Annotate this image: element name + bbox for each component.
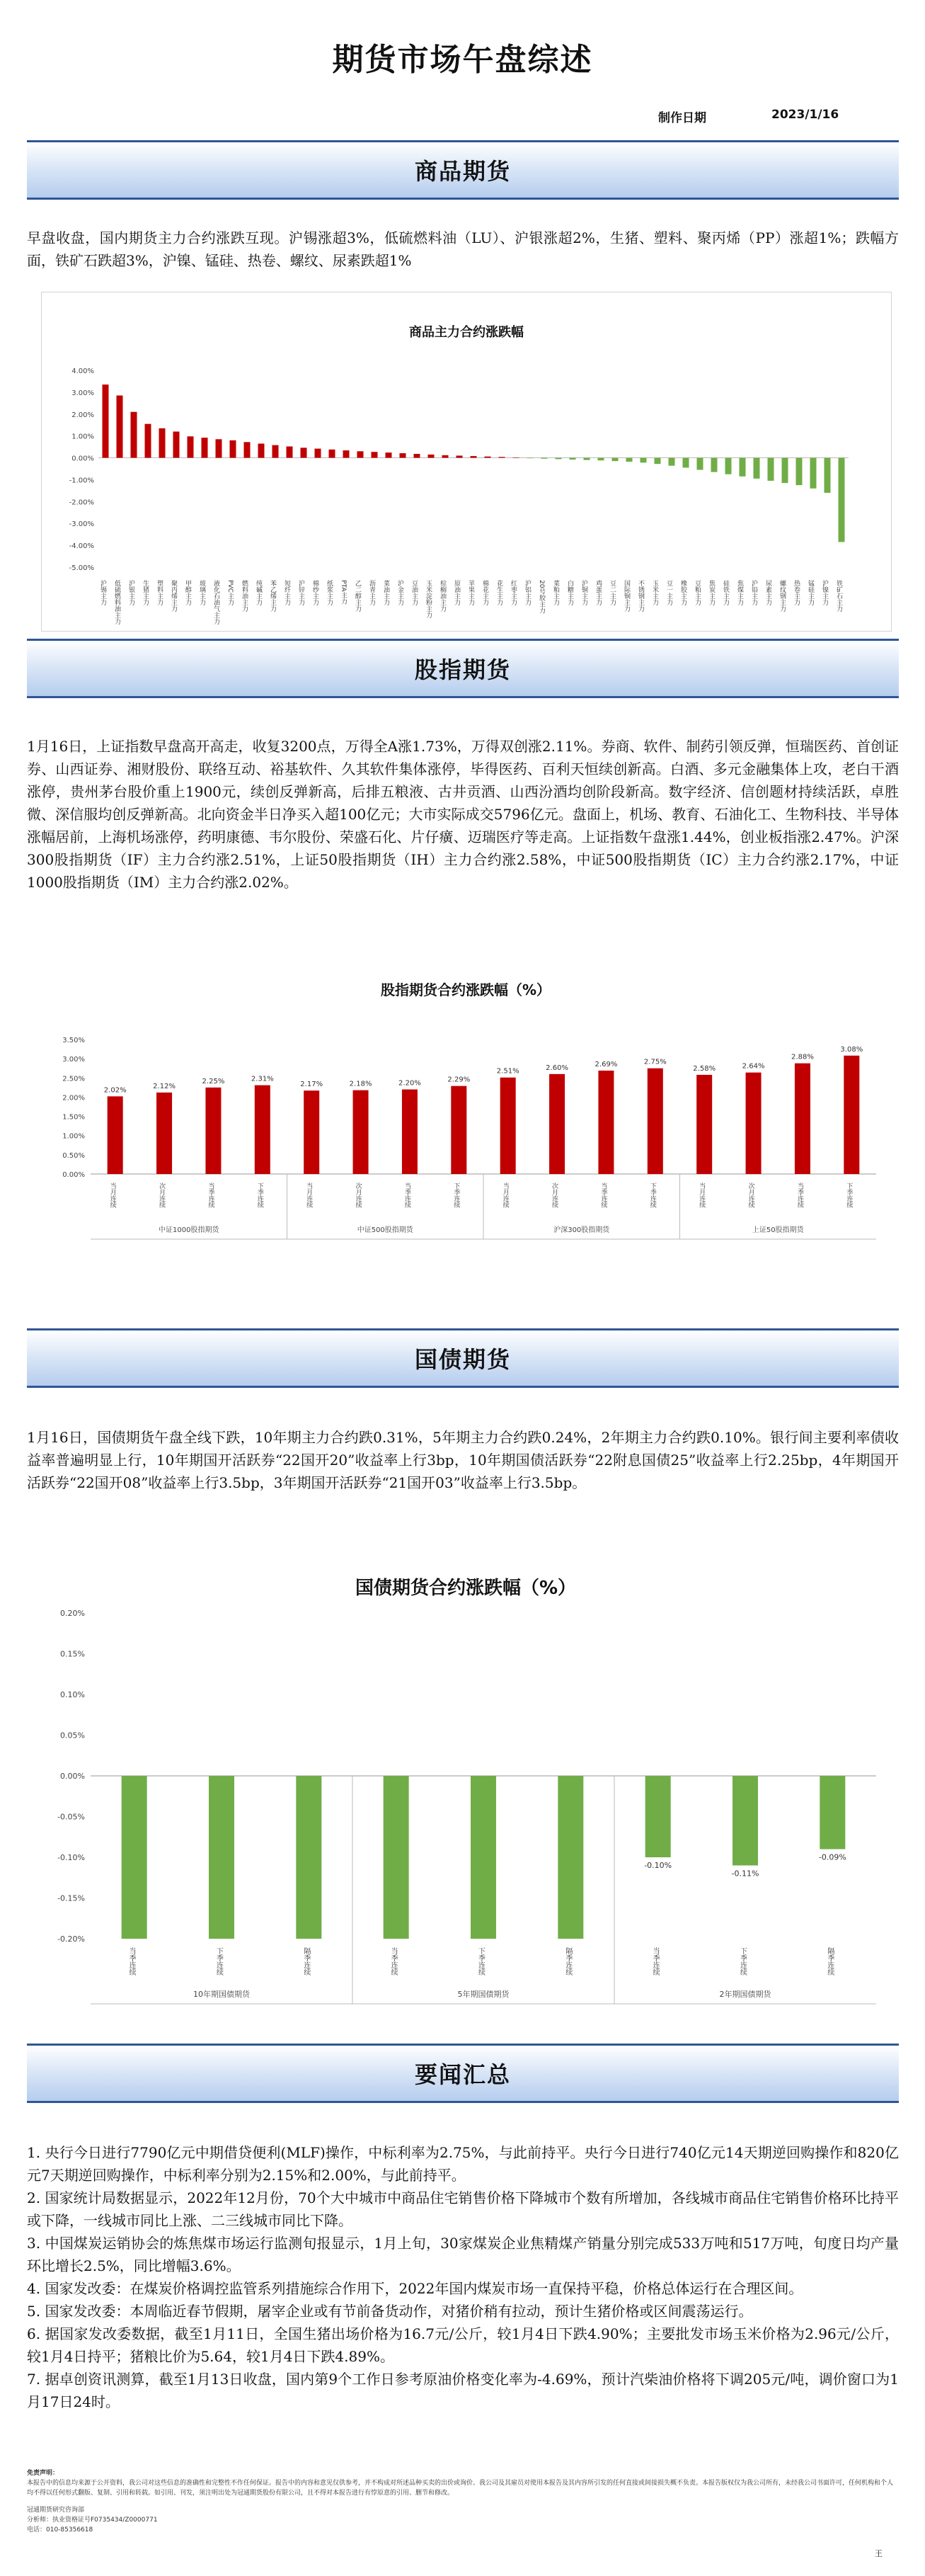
- y-tick-label: -0.10%: [57, 1853, 85, 1862]
- y-tick-label: 2.50%: [62, 1075, 85, 1083]
- data-label: 2.58%: [693, 1064, 716, 1073]
- bar: [782, 458, 788, 484]
- y-tick-label: 3.00%: [71, 389, 94, 397]
- x-tick-label: 次月连续: [551, 1182, 558, 1208]
- x-tick-label: 液化石油气主力: [212, 580, 219, 625]
- bar: [732, 1776, 758, 1866]
- x-tick-label: 螺纹钢主力: [779, 580, 786, 612]
- bar: [844, 1056, 859, 1174]
- x-tick-label: 次月连续: [158, 1182, 166, 1208]
- x-tick-label: 不锈钢主力: [637, 580, 644, 612]
- x-tick-label: 菜粕主力: [552, 580, 559, 605]
- bar: [287, 446, 293, 457]
- data-label: 3.08%: [840, 1045, 863, 1054]
- bar: [683, 458, 689, 468]
- data-label: 2.25%: [202, 1077, 225, 1085]
- y-tick-label: 0.20%: [60, 1609, 85, 1618]
- x-tick-label: 次月连续: [747, 1182, 754, 1208]
- x-tick-label: 隔季连续: [825, 1947, 834, 1976]
- bar: [343, 450, 350, 458]
- bar: [188, 436, 194, 457]
- bar: [386, 452, 392, 457]
- x-tick-label: 锰硅主力: [807, 580, 814, 605]
- group-label: 5年期国债期货: [457, 1990, 510, 1999]
- bond-summary: 1月16日，国债期货午盘全线下跌，10年期主力合约跌0.31%，5年期主力合约跌0.24%，2年期主力合约跌0.10%。银行间主要利率债收益率普遍明显上行，10年期国开活跃券“22国开20”收益率上行3bp，10年期国债活跃券“22附息国债25”收益率上行2.25bp，4年期国开活跃券“22国开08”收益率上行3.5bp，3年期国开活跃券“21国开03”收益率上行3.5bp。: [27, 1429, 899, 1491]
- x-tick-label: 菜油主力: [382, 580, 389, 605]
- bar: [598, 458, 604, 461]
- bar: [696, 1075, 712, 1174]
- data-label: 2.02%: [103, 1086, 127, 1095]
- x-tick-label: 原油主力: [453, 580, 460, 605]
- bar: [272, 445, 279, 458]
- bar: [669, 458, 675, 466]
- bond-chart: [41, 1565, 890, 2018]
- bar: [527, 458, 534, 459]
- section-header-bond: [27, 1328, 899, 1388]
- bar: [202, 438, 208, 457]
- bar: [500, 1078, 516, 1174]
- x-tick-label: 沪铜主力: [580, 580, 587, 605]
- x-tick-label: 沥青主力: [368, 580, 375, 605]
- x-tick-label: 豆一主力: [665, 580, 672, 605]
- bar: [746, 1073, 762, 1174]
- bar: [820, 1776, 845, 1850]
- bar: [541, 458, 548, 459]
- x-tick-label: PTA主力: [340, 580, 347, 605]
- bar: [428, 455, 435, 458]
- y-tick-label: -0.20%: [57, 1934, 85, 1944]
- x-tick-label: 纯碱主力: [255, 580, 262, 605]
- bar: [471, 1776, 496, 1939]
- contact-line: 电话：010-85356618: [27, 2526, 93, 2534]
- bar: [725, 458, 732, 474]
- data-label: 2.51%: [496, 1067, 519, 1076]
- commodity-bar-chart: [42, 292, 891, 631]
- bar: [255, 1085, 270, 1174]
- bar: [754, 458, 760, 479]
- bar: [209, 1776, 234, 1939]
- section-header-stock: [27, 639, 899, 698]
- bar: [442, 455, 449, 458]
- x-tick-label: 下季连续: [648, 1182, 656, 1208]
- bond-bar-chart: [41, 1565, 890, 2018]
- bar: [216, 439, 222, 457]
- y-tick-label: 1.50%: [62, 1113, 85, 1122]
- bar: [353, 1090, 369, 1174]
- bar: [570, 458, 576, 460]
- x-tick-label: 当季连续: [127, 1947, 136, 1976]
- x-tick-label: 当月连续: [698, 1182, 706, 1208]
- group-label: 沪深300股指期货: [553, 1226, 610, 1234]
- data-label: 2.31%: [251, 1075, 274, 1083]
- data-label: 2.18%: [349, 1080, 372, 1088]
- bar: [471, 456, 477, 457]
- x-tick-label: 鸡蛋主力: [594, 580, 602, 605]
- x-tick-label: 纸浆主力: [326, 580, 333, 605]
- bar: [230, 440, 236, 458]
- x-tick-label: 下季连续: [738, 1947, 747, 1976]
- bar: [145, 424, 151, 458]
- x-tick-label: 当月连续: [501, 1182, 509, 1208]
- x-tick-label: 苹果主力: [467, 580, 474, 605]
- bar: [810, 458, 817, 489]
- group-label: 中证1000股指期货: [159, 1226, 219, 1234]
- x-tick-label: 当月连续: [305, 1182, 313, 1208]
- bar: [485, 457, 491, 458]
- x-tick-label: 苯乙烯主力: [269, 580, 276, 612]
- report-title: 期货市场午盘综述: [332, 42, 593, 78]
- bar: [108, 1096, 123, 1174]
- bar: [626, 458, 633, 462]
- bar: [825, 458, 831, 493]
- bar: [740, 458, 746, 477]
- data-label: 2.29%: [447, 1076, 471, 1084]
- bar: [301, 448, 307, 457]
- bar: [304, 1090, 319, 1174]
- commodity-chart: [41, 292, 892, 632]
- y-tick-label: 0.00%: [71, 455, 94, 463]
- data-label: 2.60%: [546, 1064, 568, 1072]
- x-tick-label: 棉纱主力: [311, 580, 318, 605]
- x-tick-label: 下季连续: [452, 1182, 460, 1208]
- bar: [131, 412, 137, 458]
- bar: [402, 1090, 418, 1174]
- x-tick-label: 玻璃主力: [198, 580, 205, 605]
- chart-title: 国债期货合约涨跌幅（%）: [355, 1578, 577, 1599]
- x-tick-label: 花生主力: [495, 580, 502, 605]
- y-tick-label: 3.50%: [62, 1037, 85, 1044]
- news-item: 2. 国家统计局数据显示，2022年12月份，70个大中城市中商品住宅销售价格下降城市个数有所增加，各线城市商品住宅销售价格环比持平或下降，一线城市同比上涨、二三线城市同比下降。: [27, 2189, 899, 2229]
- y-tick-label: 0.50%: [62, 1151, 85, 1160]
- x-tick-label: 隔季连续: [301, 1947, 310, 1976]
- group-label: 10年期国债期货: [193, 1990, 250, 1999]
- bar: [414, 454, 420, 458]
- bar: [768, 458, 774, 481]
- x-tick-label: 红枣主力: [510, 580, 517, 605]
- y-tick-label: -0.05%: [57, 1812, 85, 1822]
- disclaimer-title: 免责声明：: [27, 2470, 59, 2477]
- bar: [296, 1776, 321, 1939]
- y-tick-label: -2.00%: [69, 498, 94, 507]
- bar: [796, 458, 803, 486]
- bar: [640, 458, 647, 463]
- x-tick-label: 生猪主力: [142, 580, 149, 605]
- x-tick-label: 沪金主力: [396, 580, 403, 605]
- x-tick-label: 尿素主力: [764, 580, 771, 605]
- section-title: 国债期货: [414, 1346, 511, 1373]
- bar: [173, 431, 180, 457]
- data-label: 2.75%: [643, 1058, 667, 1066]
- news-item: 1. 央行今日进行7790亿元中期借贷便利(MLF)操作，中标利率为2.75%，与此前持平。央行今日进行740亿元14天期逆回购操作和820亿元7天期逆回购操作，中标利率分别为2.15%和2.00%，与此前持平。: [27, 2144, 899, 2184]
- commodity-summary: 早盘收盘，国内期货主力合约涨跌互现。沪锡涨超3%，低硫燃料油（LU）、沪银涨超2%，生猪、塑料、聚丙烯（PP）涨超1%；跌幅方面，铁矿石跌超3%，沪镍、锰硅、热卷、螺纹、尿素跌超1%: [27, 229, 899, 269]
- chart-title: 商品主力合约涨跌幅: [409, 325, 524, 340]
- section-title: 股指期货: [414, 656, 511, 683]
- data-label: 2.69%: [594, 1060, 618, 1068]
- bar: [655, 458, 661, 465]
- group-label: 2年期国债期货: [719, 1990, 771, 1999]
- bar: [513, 457, 519, 458]
- date-label: 制作日期: [658, 111, 706, 125]
- x-tick-label: 下季连续: [476, 1947, 485, 1976]
- news-list: [27, 2141, 899, 2413]
- news-item: 7. 据卓创资讯测算，截至1月13日收盘，国内第9个工作日参考原油价格变化率为-4.69%，预计汽柴油价格将下调205元/吨，调价窗口为1月17日24时。: [27, 2371, 899, 2410]
- y-tick-label: 1.00%: [71, 433, 94, 441]
- y-tick-label: 0.10%: [60, 1690, 85, 1699]
- bar: [598, 1071, 614, 1174]
- bar: [584, 458, 590, 460]
- bar: [205, 1088, 221, 1174]
- x-tick-label: 豆油主力: [410, 580, 418, 605]
- data-label: 2.20%: [398, 1079, 421, 1088]
- x-tick-label: 20号胶主力: [538, 580, 545, 614]
- x-tick-label: 焦炭主力: [708, 580, 715, 605]
- chart-title: 股指期货合约涨跌幅（%）: [380, 981, 551, 998]
- x-tick-label: 甲醇主力: [184, 580, 191, 605]
- section-header-commodity: [27, 140, 899, 200]
- y-tick-label: 4.00%: [71, 367, 94, 375]
- x-tick-label: PVC主力: [226, 580, 234, 605]
- y-tick-label: -0.15%: [57, 1893, 85, 1903]
- x-tick-label: 铁矿石主力: [835, 580, 842, 612]
- x-tick-label: 隔季连续: [563, 1947, 572, 1976]
- bar: [711, 458, 718, 472]
- y-tick-label: -5.00%: [69, 564, 94, 572]
- data-label: -0.11%: [731, 1869, 759, 1879]
- x-tick-label: 次月连续: [354, 1182, 362, 1208]
- x-tick-label: 国际铜主力: [623, 580, 630, 612]
- disclaimer: [27, 2468, 899, 2535]
- bar: [156, 1093, 172, 1174]
- x-tick-label: 下季连续: [214, 1947, 223, 1976]
- contact-line: 冠通期货研究咨询部: [27, 2507, 85, 2514]
- x-tick-label: 沪银主力: [127, 580, 134, 605]
- x-tick-label: 下季连续: [255, 1182, 263, 1208]
- disclaimer-text: 本报告中的信息均来源于公开资料，我公司对这些信息的准确性和完整性不作任何保证。报告中的内容和意见仅供参考，并不构成对所述品种买卖的出价或询价。我公司及其雇员对使用本报告及其内容所引发的任何直接或间接损失概不负责。本报告版权仅为我公司所有，未经我公司书面许可，任何机构和个人均不得以任何形式翻版、复制、引用和转载。如引用、刊发，须注明出处为冠通期货股份有限公司，且不得对本报告进行有悖原意的引用、删节和修改。: [27, 2480, 894, 2497]
- x-tick-label: 沪镍主力: [821, 580, 828, 605]
- x-tick-label: 低硫燃料油主力: [113, 580, 120, 625]
- x-tick-label: 棉花主力: [481, 580, 488, 605]
- bar: [451, 1086, 466, 1174]
- x-tick-label: 沪铅主力: [750, 580, 757, 605]
- data-label: -0.09%: [818, 1852, 846, 1862]
- bar: [117, 396, 123, 458]
- y-tick-label: 0.05%: [60, 1731, 85, 1740]
- x-tick-label: 焦煤主力: [736, 580, 743, 605]
- x-tick-label: 当季连续: [207, 1182, 214, 1208]
- page-mark: 王: [875, 2549, 883, 2558]
- bar: [329, 450, 335, 458]
- y-tick-label: 2.00%: [62, 1094, 85, 1102]
- x-tick-label: 塑料主力: [156, 580, 163, 605]
- x-tick-label: 下季连续: [845, 1182, 853, 1208]
- x-tick-label: 棕榈油主力: [439, 580, 446, 612]
- x-tick-label: 短纤主力: [283, 580, 290, 605]
- bar: [244, 442, 251, 457]
- contact-line: 分析师：执业资格证号F0735434/Z0000771: [27, 2517, 158, 2524]
- bar: [839, 458, 845, 542]
- bar: [648, 1068, 663, 1174]
- date-value: 2023/1/16: [771, 108, 839, 122]
- x-tick-label: 当季连续: [795, 1182, 803, 1208]
- y-tick-label: 0.15%: [60, 1649, 85, 1659]
- x-tick-label: 热卷主力: [793, 580, 800, 605]
- bar: [556, 458, 562, 460]
- bar: [384, 1776, 409, 1939]
- data-label: 2.17%: [300, 1081, 323, 1089]
- group-label: 上证50股指期货: [752, 1226, 804, 1234]
- data-label: 2.88%: [791, 1053, 814, 1061]
- bar: [697, 458, 703, 470]
- bar: [258, 443, 265, 457]
- x-tick-label: 当季连续: [599, 1182, 607, 1208]
- x-tick-label: 玉米主力: [651, 580, 658, 605]
- stock-summary: 1月16日，上证指数早盘高开高走，收复3200点，万得全A涨1.73%，万得双创涨2.11%。券商、软件、制药引领反弹，恒瑞医药、首创证券、山西证券、湘财股份、联络互动、裕基软件、久其软件集体涨停，毕得医药、百利天恒续创新高。白酒、多元金融集体上攻，老白干酒涨停，贵州茅台股价重上1900元，续创反弹新高，后排五粮液、古井贡酒、山西汾酒均创阶段新高。数字经济、信创题材持续活跃，卓胜微、深信服均创反弹新高。北向资金半日净买入超100亿元；大市实际成交5796亿元。盘面上，机场、教育、石油化工、生物科技、半导体涨幅居前，上海机场涨停，药明康德、韦尔股份、荣盛石化、片仔癀、迈瑞医疗等走高。上证指数午盘涨1.44%，创业板指涨2.47%。沪深300股指期货（IF）主力合约涨2.51%，上证50股指期货（IH）主力合约涨2.58%，中证500股指期货（IC）主力合约涨2.17%，中证1000股指期货（IM）主力合约涨2.02%。: [27, 738, 899, 891]
- y-tick-label: 0.00%: [60, 1772, 85, 1781]
- x-tick-label: 当月连续: [108, 1182, 116, 1208]
- news-item: 4. 国家发改委：在煤炭价格调控监管系列措施综合作用下，2022年国内煤炭市场一直保持平稳，价格总体运行在合理区间。: [27, 2280, 803, 2297]
- x-tick-label: 玉米淀粉主力: [425, 580, 432, 618]
- bar: [159, 428, 166, 458]
- bar: [558, 1776, 583, 1939]
- bar: [315, 449, 321, 458]
- y-tick-label: -1.00%: [69, 477, 94, 485]
- section-header-news: [27, 2044, 899, 2103]
- y-tick-label: -3.00%: [69, 520, 94, 529]
- x-tick-label: 橡胶主力: [679, 580, 686, 605]
- y-tick-label: -4.00%: [69, 542, 94, 551]
- x-tick-label: 当季连续: [651, 1947, 660, 1976]
- data-label: 2.12%: [153, 1082, 176, 1090]
- y-tick-label: 0.00%: [62, 1171, 85, 1179]
- stock-index-bar-chart: [41, 969, 890, 1252]
- bar: [612, 458, 619, 462]
- group-label: 中证500股指期货: [357, 1226, 413, 1234]
- y-tick-label: 2.00%: [71, 411, 94, 419]
- data-label: 2.64%: [742, 1062, 765, 1071]
- bar: [122, 1776, 147, 1939]
- news-item: 6. 据国家发改委数据，截至1月11日，全国生猪出场价格为16.7元/公斤，较1月4日下跌4.90%；主要批发市场玉米价格为2.96元/公斤，较1月4日持平；猪粮比价为5.64，较1月4日下跌4.89%。: [27, 2325, 899, 2365]
- section-title: 商品期货: [414, 158, 511, 185]
- bar: [357, 451, 364, 457]
- x-tick-label: 豆粕主力: [694, 580, 701, 605]
- x-tick-label: 白糖主力: [566, 580, 573, 605]
- x-tick-label: 豆二主力: [609, 580, 616, 605]
- news-item: 3. 中国煤炭运销协会的炼焦煤市场运行监测旬报显示，1月上旬，30家煤炭企业焦精煤产销量分别完成533万吨和517万吨，旬度日均产量环比增长2.5%，同比增幅3.6%。: [27, 2235, 899, 2274]
- bar: [400, 453, 406, 457]
- x-tick-label: 燃料油主力: [241, 580, 248, 612]
- x-tick-label: 聚丙烯主力: [170, 580, 177, 612]
- bar: [372, 452, 378, 457]
- stock-index-chart: [41, 969, 890, 1252]
- x-tick-label: 沪锡主力: [99, 580, 106, 605]
- x-tick-label: 沪锌主力: [297, 580, 304, 605]
- x-tick-label: 乙二醇主力: [354, 580, 361, 612]
- bar: [103, 384, 109, 457]
- x-tick-label: 当季连续: [389, 1947, 398, 1976]
- news-item: 5. 国家发改委：本周临近春节假期，屠宰企业或有节前备货动作，对猪价稍有拉动，预计生猪价格或区间震荡运行。: [27, 2303, 753, 2320]
- bar: [456, 455, 463, 457]
- data-label: -0.10%: [644, 1861, 672, 1870]
- y-tick-label: 1.00%: [62, 1132, 85, 1141]
- bar: [549, 1074, 565, 1174]
- y-tick-label: 3.00%: [62, 1056, 85, 1064]
- section-title: 要闻汇总: [414, 2061, 511, 2088]
- x-tick-label: 硅铁主力: [722, 580, 729, 605]
- bar: [795, 1064, 810, 1174]
- x-tick-label: 当季连续: [403, 1182, 410, 1208]
- bar: [645, 1776, 671, 1857]
- x-tick-label: 沪铝主力: [524, 580, 531, 605]
